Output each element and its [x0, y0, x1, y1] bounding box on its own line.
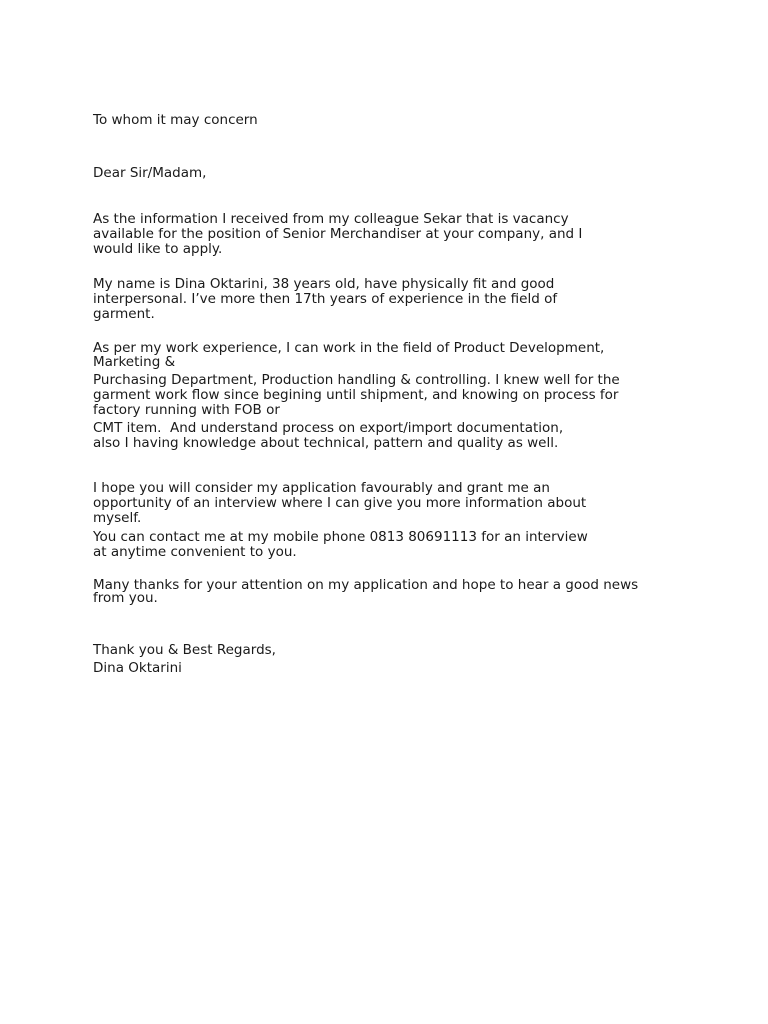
paragraph-vacancy: As the information I received from my colleague Sekar that is vacancy available for the position of Senior Merchandiser at your company, and I would like to apply.: [93, 211, 583, 257]
closing-line: Thank you & Best Regards,: [93, 642, 276, 658]
paragraph-experience-part2: Purchasing Department, Production handling & controlling. I knew well for the garment work flow since begining until shipment, and knowing on process for factory running with FOB or: [93, 372, 620, 418]
paragraph-thanks: Many thanks for your attention on my application and hope to hear a good news from you.: [93, 577, 639, 606]
paragraph-introduction: My name is Dina Oktarini, 38 years old, have physically fit and good interpersonal. I’ve more then 17th years of experience in the field of garment.: [93, 276, 558, 322]
paragraph-contact: You can contact me at my mobile phone 0813 80691113 for an interview at anytime convenient to you.: [93, 529, 588, 560]
paragraph-consideration: I hope you will consider my application favourably and grant me an opportunity of an interview where I can give you more information about myself.: [93, 480, 587, 526]
signature-name: Dina Oktarini: [93, 660, 182, 676]
salutation: Dear Sir/Madam,: [93, 165, 207, 181]
paragraph-experience-part1: As per my work experience, I can work in the field of Product Development, Marketing &: [93, 340, 605, 370]
recipient-line: To whom it may concern: [93, 112, 258, 128]
paragraph-experience-part3: CMT item. And understand process on export/import documentation, also I having knowledge about technical, pattern and quality as well.: [93, 420, 564, 451]
